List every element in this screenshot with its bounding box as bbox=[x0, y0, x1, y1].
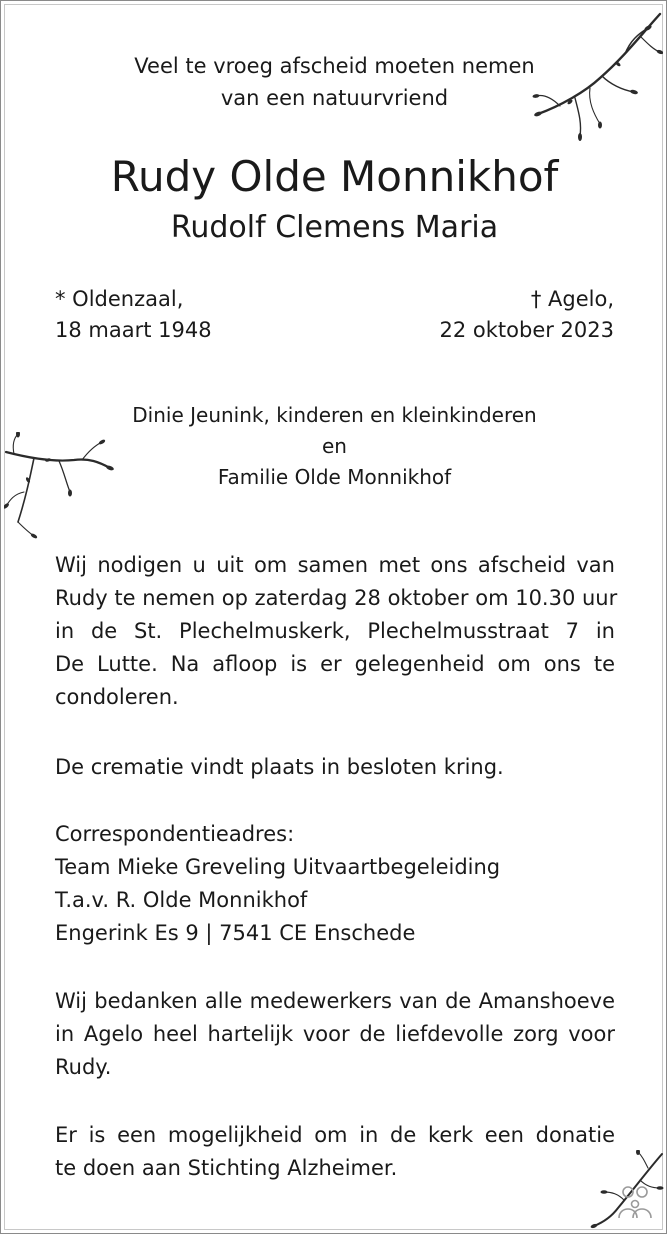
cremation-paragraph bbox=[55, 751, 615, 784]
deceased-name: Rudy Olde Monnikhof bbox=[110, 152, 559, 201]
family-line-1: Dinie Jeunink, kinderen en kleinkinderen bbox=[132, 403, 537, 427]
thanks-line: Wij bedanken alle medewerkers van de Amanshoeve bbox=[55, 989, 615, 1013]
birth-date: 18 maart 1948 bbox=[55, 318, 212, 342]
invitation-line: De Lutte. Na afloop is er gelegenheid om ons te bbox=[55, 652, 615, 676]
donation-paragraph bbox=[55, 1119, 615, 1185]
correspondence-heading: Correspondentieadres: bbox=[55, 822, 295, 846]
death-info bbox=[440, 284, 615, 346]
family-line-2: en bbox=[322, 434, 347, 458]
donation-line: Er is een mogelijkheid om in de kerk een donatie bbox=[55, 1123, 615, 1147]
invitation-line: condoleren. bbox=[55, 685, 179, 709]
invitation-line: Rudy te nemen op zaterdag 28 oktober om 10.30 uur bbox=[55, 586, 618, 610]
publisher-logo-icon bbox=[615, 1182, 655, 1222]
correspondence-line-3: Engerink Es 9 | 7541 CE Enschede bbox=[55, 921, 416, 945]
invitation-paragraph bbox=[55, 549, 618, 714]
donation-line: te doen aan Stichting Alzheimer. bbox=[55, 1156, 398, 1180]
thanks-paragraph bbox=[55, 985, 615, 1084]
correspondence-block bbox=[55, 818, 615, 950]
family-block bbox=[0, 400, 669, 493]
cremation-line: De crematie vindt plaats in besloten kring. bbox=[55, 755, 504, 779]
correspondence-line-2: T.a.v. R. Olde Monnikhof bbox=[55, 888, 308, 912]
invitation-line: in de St. Plechelmuskerk, Plechelmusstraat 7 in bbox=[55, 619, 615, 643]
correspondence-line-1: Team Mieke Greveling Uitvaartbegeleiding bbox=[55, 855, 501, 879]
thanks-line: in Agelo heel hartelijk voor de liefdevolle zorg voor bbox=[55, 1022, 615, 1046]
death-place: † Agelo, bbox=[530, 287, 614, 311]
birth-place: * Oldenzaal, bbox=[55, 287, 184, 311]
intro-line-2: van een natuurvriend bbox=[220, 86, 449, 110]
thanks-line: Rudy. bbox=[55, 1055, 112, 1079]
family-line-3: Familie Olde Monnikhof bbox=[217, 465, 452, 489]
death-date: 22 oktober 2023 bbox=[439, 318, 614, 342]
birth-info bbox=[55, 284, 212, 346]
invitation-line: Wij nodigen u uit om samen met ons afscheid van bbox=[55, 553, 615, 577]
intro-line-1: Veel te vroeg afscheid moeten nemen bbox=[134, 54, 535, 78]
intro-text bbox=[0, 50, 669, 114]
deceased-given-names: Rudolf Clemens Maria bbox=[170, 210, 499, 245]
